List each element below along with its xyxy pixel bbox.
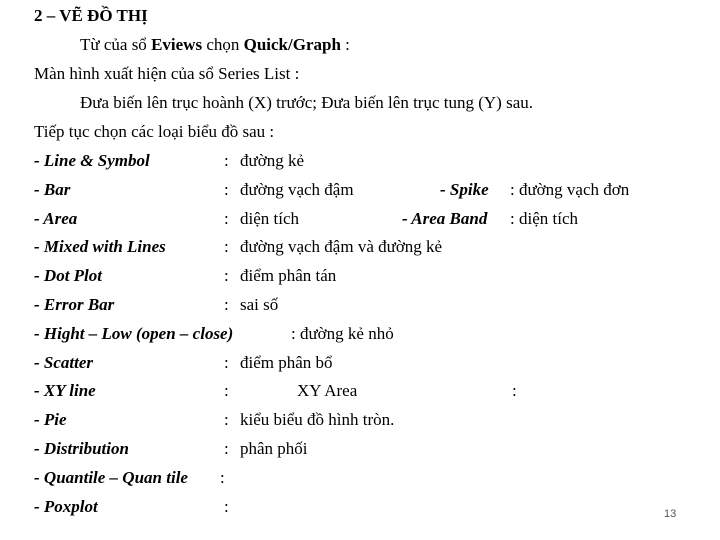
item-colon: : — [224, 439, 229, 458]
item-colon: : — [224, 180, 229, 199]
item-colon: : — [224, 381, 229, 400]
item-extra-name: - Spike — [440, 180, 489, 199]
item-name: - Pie — [34, 410, 67, 429]
intro-text-c: : — [340, 35, 350, 54]
item-name: - Dot Plot — [34, 266, 102, 285]
intro-line-4: Tiếp tục chọn các loại biểu đồ sau : — [34, 122, 275, 141]
item-extra-desc: : đường vạch đơn — [510, 180, 630, 199]
item-colon: : — [224, 266, 229, 285]
page-number: 13 — [664, 508, 677, 520]
item-name: - Scatter — [34, 353, 94, 372]
quick-graph-label: Quick/Graph — [243, 35, 341, 54]
item-name: - Poxplot — [34, 497, 98, 516]
item-name: - Area — [34, 209, 78, 228]
item-colon: : — [224, 410, 229, 429]
item-desc: phân phối — [240, 439, 308, 458]
item-extra-name: - Area Band — [402, 209, 488, 228]
intro-line-2: Màn hình xuất hiện của sổ Series List : — [34, 64, 300, 83]
item-desc: : đường kẻ nhỏ — [291, 324, 394, 343]
item-colon: : — [224, 151, 229, 170]
intro-line-3: Đưa biến lên trục hoành (X) trước; Đưa biến lên trục tung (Y) sau. — [80, 93, 533, 112]
intro-line-1 — [80, 35, 350, 55]
item-name: - Line & Symbol — [34, 151, 150, 170]
item-desc: XY Area — [297, 381, 358, 400]
intro-text-a: Từ của sổ — [80, 35, 152, 54]
item-desc: đường vạch đậm và đường kẻ — [240, 237, 443, 256]
item-desc: đường kẻ — [240, 151, 304, 170]
item-colon: : — [224, 237, 229, 256]
page-title: 2 – VẼ ĐỒ THỊ — [34, 6, 148, 25]
intro-text-b: chọn — [202, 35, 244, 54]
item-colon: : — [224, 209, 229, 228]
item-name: - XY line — [34, 381, 96, 400]
item-extra-desc: : diện tích — [510, 209, 578, 228]
item-colon: : — [224, 497, 229, 516]
item-desc: kiểu biểu đồ hình tròn. — [240, 410, 395, 429]
item-desc: sai số — [240, 295, 279, 314]
item-colon: : — [220, 468, 225, 487]
item-desc: diện tích — [240, 209, 300, 228]
item-name: - Hight – Low (open – close) — [34, 324, 234, 343]
item-colon: : — [224, 295, 229, 314]
item-desc: điểm phân tán — [240, 266, 337, 285]
item-name: - Bar — [34, 180, 71, 199]
item-desc: điểm phân bổ — [240, 353, 333, 372]
item-desc: đường vạch đậm — [240, 180, 354, 199]
item-name: - Mixed with Lines — [34, 237, 166, 256]
item-name: - Distribution — [34, 439, 129, 458]
eviews-label: Eviews — [151, 35, 203, 54]
item-name: - Error Bar — [34, 295, 115, 314]
item-name: - Quantile – Quan tile — [34, 468, 188, 487]
item-extra-colon: : — [512, 381, 517, 400]
item-colon: : — [224, 353, 229, 372]
